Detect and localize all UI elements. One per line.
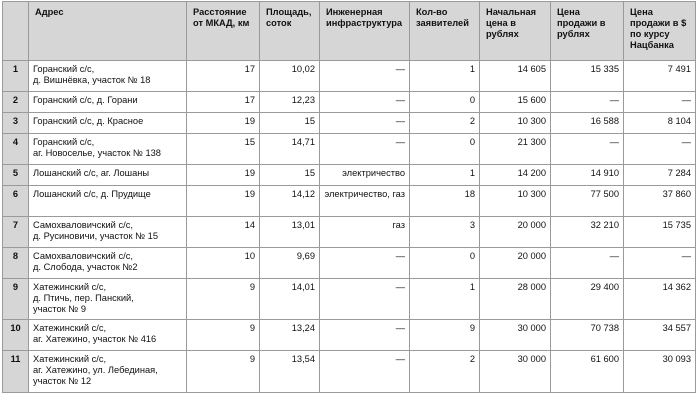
header-num: [3, 2, 29, 61]
header-infrastructure: Инженерная инфраструктура: [320, 2, 410, 61]
address-line: д. Русиновичи, участок № 15: [33, 231, 158, 241]
row-number: 9: [3, 279, 29, 320]
sale-price-usd-cell: 30 093: [624, 351, 696, 393]
start-price-cell: 20 000: [480, 217, 551, 248]
applicants-cell: 0: [410, 134, 480, 165]
table-row: [3, 320, 696, 351]
start-price-cell: 15 600: [480, 92, 551, 113]
distance-cell: 9: [187, 351, 260, 393]
sale-price-cell: —: [551, 134, 624, 165]
infrastructure-cell: —: [320, 61, 410, 92]
sale-price-cell: —: [551, 92, 624, 113]
distance-cell: 19: [187, 165, 260, 186]
area-cell: 15: [260, 165, 320, 186]
address-cell: [29, 351, 187, 393]
row-number: 4: [3, 134, 29, 165]
address-cell: [29, 320, 187, 351]
sale-price-cell: 61 600: [551, 351, 624, 393]
infrastructure-cell: —: [320, 113, 410, 134]
area-cell: 15: [260, 113, 320, 134]
address-line: аг. Хатежино, участок № 416: [33, 334, 157, 344]
table-row: [3, 61, 696, 92]
sale-price-cell: 15 335: [551, 61, 624, 92]
infrastructure-cell: —: [320, 279, 410, 320]
distance-cell: 9: [187, 320, 260, 351]
applicants-cell: 3: [410, 217, 480, 248]
area-cell: 12,23: [260, 92, 320, 113]
address-line: Горанский с/с, д. Горани: [33, 95, 138, 105]
row-number: 7: [3, 217, 29, 248]
start-price-cell: 20 000: [480, 248, 551, 279]
address-cell: [29, 92, 187, 113]
sale-price-cell: —: [551, 248, 624, 279]
table-row: [3, 134, 696, 165]
table-row: [3, 217, 696, 248]
address-cell: [29, 217, 187, 248]
land-plots-table: [2, 1, 696, 393]
table-body: [3, 61, 696, 393]
header-area: Площадь, соток: [260, 2, 320, 61]
sale-price-usd-cell: 7 284: [624, 165, 696, 186]
area-cell: 13,24: [260, 320, 320, 351]
sale-price-usd-cell: 37 860: [624, 186, 696, 217]
header-start-price: Начальная цена в рублях: [480, 2, 551, 61]
infrastructure-cell: —: [320, 320, 410, 351]
address-cell: [29, 61, 187, 92]
applicants-cell: 0: [410, 248, 480, 279]
distance-cell: 14: [187, 217, 260, 248]
row-number: 5: [3, 165, 29, 186]
sale-price-usd-cell: —: [624, 134, 696, 165]
distance-cell: 17: [187, 61, 260, 92]
distance-cell: 19: [187, 186, 260, 217]
address-line: д. Вишнёвка, участок № 18: [33, 75, 151, 85]
header-sale-price-usd: Цена продажи в $ по курсу Нацбанка: [624, 2, 696, 61]
row-number: 3: [3, 113, 29, 134]
sale-price-usd-cell: —: [624, 248, 696, 279]
header-sale-price: Цена продажи в рублях: [551, 2, 624, 61]
address-line: аг. Новоселье, участок № 138: [33, 148, 161, 158]
applicants-cell: 2: [410, 113, 480, 134]
infrastructure-cell: —: [320, 248, 410, 279]
distance-cell: 15: [187, 134, 260, 165]
address-line: Хатежинский с/с,: [33, 282, 107, 292]
address-line: Горанский с/с, д. Красное: [33, 116, 144, 126]
address-line: Хатежинский с/с,: [33, 354, 107, 364]
applicants-cell: 1: [410, 279, 480, 320]
table-row: [3, 113, 696, 134]
distance-cell: 10: [187, 248, 260, 279]
header-row: [3, 2, 696, 61]
address-cell: [29, 165, 187, 186]
address-line: Лошанский с/с, аг. Лошаны: [33, 168, 150, 178]
start-price-cell: 30 000: [480, 320, 551, 351]
row-number: 8: [3, 248, 29, 279]
header-address: Адрес: [29, 2, 187, 61]
address-line: Лошанский с/с, д. Прудище: [33, 189, 151, 199]
address-cell: [29, 134, 187, 165]
applicants-cell: 2: [410, 351, 480, 393]
area-cell: 14,71: [260, 134, 320, 165]
sale-price-cell: 32 210: [551, 217, 624, 248]
applicants-cell: 0: [410, 92, 480, 113]
applicants-cell: 18: [410, 186, 480, 217]
start-price-cell: 14 605: [480, 61, 551, 92]
row-number: 2: [3, 92, 29, 113]
table-row: [3, 351, 696, 393]
infrastructure-cell: —: [320, 134, 410, 165]
applicants-cell: 1: [410, 165, 480, 186]
applicants-cell: 1: [410, 61, 480, 92]
header-distance: Расстояние от МКАД, км: [187, 2, 260, 61]
distance-cell: 17: [187, 92, 260, 113]
sale-price-usd-cell: —: [624, 92, 696, 113]
address-line: д. Птичь, пер. Панский,: [33, 293, 134, 303]
infrastructure-cell: электричество, газ: [320, 186, 410, 217]
start-price-cell: 28 000: [480, 279, 551, 320]
row-number: 1: [3, 61, 29, 92]
address-line: Самохваловичский с/с,: [33, 251, 133, 261]
area-cell: 13,01: [260, 217, 320, 248]
area-cell: 13,54: [260, 351, 320, 393]
area-cell: 14,12: [260, 186, 320, 217]
sale-price-cell: 16 588: [551, 113, 624, 134]
sale-price-usd-cell: 15 735: [624, 217, 696, 248]
address-line: Хатежинский с/с,: [33, 323, 107, 333]
address-line: д. Слобода, участок №2: [33, 262, 138, 272]
address-cell: [29, 248, 187, 279]
address-line: участок № 9: [33, 304, 87, 314]
address-cell: [29, 113, 187, 134]
start-price-cell: 10 300: [480, 113, 551, 134]
area-cell: 9,69: [260, 248, 320, 279]
sale-price-usd-cell: 34 557: [624, 320, 696, 351]
address-line: Горанский с/с,: [33, 137, 95, 147]
sale-price-usd-cell: 14 362: [624, 279, 696, 320]
start-price-cell: 30 000: [480, 351, 551, 393]
infrastructure-cell: электричество: [320, 165, 410, 186]
sale-price-usd-cell: 8 104: [624, 113, 696, 134]
start-price-cell: 10 300: [480, 186, 551, 217]
sale-price-usd-cell: 7 491: [624, 61, 696, 92]
start-price-cell: 14 200: [480, 165, 551, 186]
infrastructure-cell: —: [320, 351, 410, 393]
sale-price-cell: 14 910: [551, 165, 624, 186]
area-cell: 10,02: [260, 61, 320, 92]
area-cell: 14,01: [260, 279, 320, 320]
table-row: [3, 165, 696, 186]
start-price-cell: 21 300: [480, 134, 551, 165]
row-number: 6: [3, 186, 29, 217]
table-row: [3, 248, 696, 279]
address-cell: [29, 186, 187, 217]
address-line: Самохваловичский с/с,: [33, 220, 133, 230]
row-number: 10: [3, 320, 29, 351]
address-line: аг. Хатежино, ул. Лебединая,: [33, 365, 158, 375]
table-row: [3, 279, 696, 320]
table-row: [3, 186, 696, 217]
distance-cell: 9: [187, 279, 260, 320]
sale-price-cell: 77 500: [551, 186, 624, 217]
infrastructure-cell: газ: [320, 217, 410, 248]
applicants-cell: 9: [410, 320, 480, 351]
row-number: 11: [3, 351, 29, 393]
address-line: Горанский с/с,: [33, 64, 95, 74]
address-line: участок № 12: [33, 376, 92, 386]
infrastructure-cell: —: [320, 92, 410, 113]
header-applicants: Кол-во заявителей: [410, 2, 480, 61]
sale-price-cell: 70 738: [551, 320, 624, 351]
sale-price-cell: 29 400: [551, 279, 624, 320]
address-cell: [29, 279, 187, 320]
table-row: [3, 92, 696, 113]
distance-cell: 19: [187, 113, 260, 134]
